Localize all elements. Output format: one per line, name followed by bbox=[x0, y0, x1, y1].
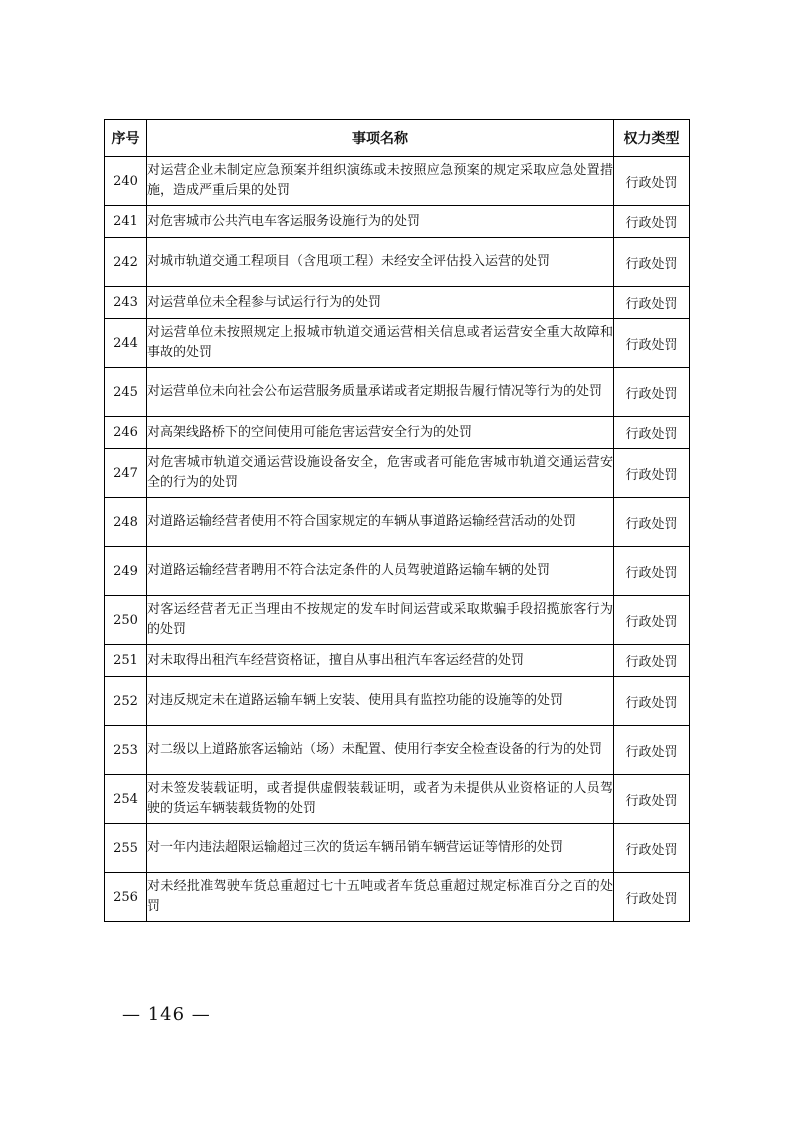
row-type: 行政处罚 bbox=[614, 417, 690, 449]
row-number: 244 bbox=[105, 319, 147, 368]
items-table bbox=[104, 119, 690, 922]
row-number: 247 bbox=[105, 449, 147, 498]
row-number: 250 bbox=[105, 596, 147, 645]
row-name: 对运营企业未制定应急预案并组织演练或未按照应急预案的规定采取应急处置措施，造成严重后果的处罚 bbox=[147, 157, 614, 206]
row-type: 行政处罚 bbox=[614, 319, 690, 368]
table-row bbox=[105, 775, 690, 824]
table-row bbox=[105, 238, 690, 287]
row-name: 对危害城市公共汽电车客运服务设施行为的处罚 bbox=[147, 206, 614, 238]
header-number: 序号 bbox=[105, 120, 147, 157]
table-row bbox=[105, 417, 690, 449]
row-type: 行政处罚 bbox=[614, 645, 690, 677]
table-row bbox=[105, 677, 690, 726]
row-type: 行政处罚 bbox=[614, 287, 690, 319]
row-type: 行政处罚 bbox=[614, 238, 690, 287]
table-row bbox=[105, 368, 690, 417]
table-row bbox=[105, 287, 690, 319]
row-type: 行政处罚 bbox=[614, 824, 690, 873]
table-row bbox=[105, 547, 690, 596]
row-name: 对未签发装载证明，或者提供虚假装载证明，或者为未提供从业资格证的人员驾驶的货运车辆装载货物的处罚 bbox=[147, 775, 614, 824]
row-type: 行政处罚 bbox=[614, 547, 690, 596]
row-number: 248 bbox=[105, 498, 147, 547]
row-number: 246 bbox=[105, 417, 147, 449]
row-name: 对高架线路桥下的空间使用可能危害运营安全行为的处罚 bbox=[147, 417, 614, 449]
row-name: 对二级以上道路旅客运输站（场）未配置、使用行李安全检查设备的行为的处罚 bbox=[147, 726, 614, 775]
table-row bbox=[105, 824, 690, 873]
table-row bbox=[105, 157, 690, 206]
row-type: 行政处罚 bbox=[614, 775, 690, 824]
row-name: 对运营单位未向社会公布运营服务质量承诺或者定期报告履行情况等行为的处罚 bbox=[147, 368, 614, 417]
row-number: 249 bbox=[105, 547, 147, 596]
row-name: 对道路运输经营者聘用不符合法定条件的人员驾驶道路运输车辆的处罚 bbox=[147, 547, 614, 596]
row-number: 254 bbox=[105, 775, 147, 824]
row-name: 对未经批准驾驶车货总重超过七十五吨或者车货总重超过规定标准百分之百的处罚 bbox=[147, 873, 614, 922]
row-number: 251 bbox=[105, 645, 147, 677]
row-number: 252 bbox=[105, 677, 147, 726]
table-row bbox=[105, 645, 690, 677]
row-name: 对运营单位未按照规定上报城市轨道交通运营相关信息或者运营安全重大故障和事故的处罚 bbox=[147, 319, 614, 368]
row-type: 行政处罚 bbox=[614, 449, 690, 498]
row-name: 对客运经营者无正当理由不按规定的发车时间运营或采取欺骗手段招揽旅客行为的处罚 bbox=[147, 596, 614, 645]
row-name: 对违反规定未在道路运输车辆上安装、使用具有监控功能的设施等的处罚 bbox=[147, 677, 614, 726]
row-number: 256 bbox=[105, 873, 147, 922]
table-header-row bbox=[105, 120, 690, 157]
header-type: 权力类型 bbox=[614, 120, 690, 157]
row-number: 242 bbox=[105, 238, 147, 287]
row-type: 行政处罚 bbox=[614, 677, 690, 726]
table-row bbox=[105, 498, 690, 547]
table-row bbox=[105, 206, 690, 238]
row-type: 行政处罚 bbox=[614, 157, 690, 206]
table-row bbox=[105, 319, 690, 368]
row-name: 对城市轨道交通工程项目（含甩项工程）未经安全评估投入运营的处罚 bbox=[147, 238, 614, 287]
table-row bbox=[105, 596, 690, 645]
page-number: — 146 — bbox=[122, 1004, 211, 1025]
row-number: 253 bbox=[105, 726, 147, 775]
table-row bbox=[105, 873, 690, 922]
row-number: 245 bbox=[105, 368, 147, 417]
row-number: 255 bbox=[105, 824, 147, 873]
row-name: 对运营单位未全程参与试运行行为的处罚 bbox=[147, 287, 614, 319]
row-type: 行政处罚 bbox=[614, 873, 690, 922]
row-type: 行政处罚 bbox=[614, 368, 690, 417]
row-type: 行政处罚 bbox=[614, 206, 690, 238]
row-name: 对道路运输经营者使用不符合国家规定的车辆从事道路运输经营活动的处罚 bbox=[147, 498, 614, 547]
row-name: 对未取得出租汽车经营资格证，擅自从事出租汽车客运经营的处罚 bbox=[147, 645, 614, 677]
row-number: 240 bbox=[105, 157, 147, 206]
row-name: 对危害城市轨道交通运营设施设备安全，危害或者可能危害城市轨道交通运营安全的行为的处罚 bbox=[147, 449, 614, 498]
table-row bbox=[105, 449, 690, 498]
header-name: 事项名称 bbox=[147, 120, 614, 157]
table-row bbox=[105, 726, 690, 775]
row-number: 243 bbox=[105, 287, 147, 319]
row-type: 行政处罚 bbox=[614, 498, 690, 547]
row-name: 对一年内违法超限运输超过三次的货运车辆吊销车辆营运证等情形的处罚 bbox=[147, 824, 614, 873]
row-type: 行政处罚 bbox=[614, 726, 690, 775]
row-number: 241 bbox=[105, 206, 147, 238]
row-type: 行政处罚 bbox=[614, 596, 690, 645]
